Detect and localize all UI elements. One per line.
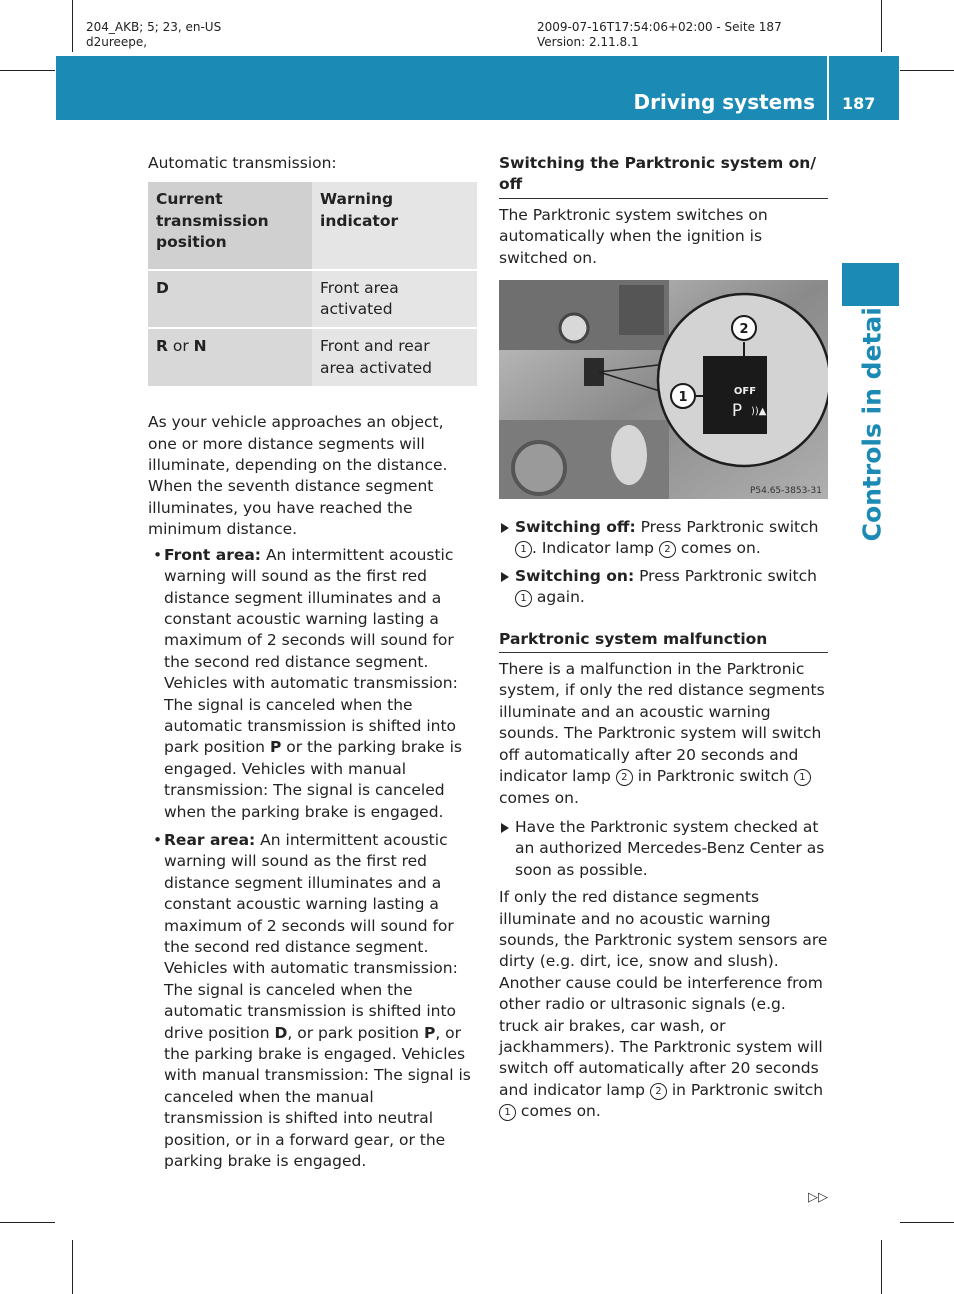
meta-line: 2009-07-16T17:54:06+02:00 - Seite 187 [537, 20, 782, 34]
banner-divider [827, 56, 829, 120]
body-paragraph: The Parktronic system switches on automatically when the ignition is switched on. [499, 205, 768, 267]
body-paragraph: As your vehicle approaches an object, one or more distance segments will illuminate, depending on the distance. When the seventh distance segment illuminates, you have reached the minimum distance. [148, 413, 448, 539]
chapter-title: Controls in detail [857, 298, 887, 542]
table-header-row [148, 182, 477, 268]
crop-mark [0, 1222, 55, 1223]
crop-mark [72, 1240, 73, 1294]
table-row [148, 271, 477, 328]
callout-marker: 2 [659, 541, 676, 558]
print-meta-left [86, 20, 221, 50]
bullet-list [148, 545, 477, 1173]
parktronic-switch-figure [499, 280, 828, 499]
position-cell: D [148, 271, 312, 328]
button-off-label: OFF [733, 386, 757, 398]
list-item: • Front area: An intermittent acoustic warning will sound as the first red distance segment illuminates and a constant acoustic warning lasting a maximum of 2 seconds will sound for the second red distance segment. Vehicles with automatic transmission: The signal is canceled when the automatic transmission is shifted into park position P or the parking brake is engaged. Vehicles with manual transmission: The signal is canceled when the parking brake is engaged. [148, 545, 477, 823]
callout-marker: 1 [515, 541, 532, 558]
callout-marker: 1 [515, 590, 532, 607]
table-row [148, 329, 477, 386]
continued-marker: ▷▷ [808, 1190, 828, 1205]
left-column [148, 153, 477, 1179]
crop-mark [881, 1240, 882, 1294]
sound-waves-icon: ))▲ [751, 406, 767, 418]
section-title: Driving systems [633, 90, 815, 114]
crop-mark [0, 70, 55, 71]
indicator-cell: Front and rear area activated [312, 329, 477, 386]
header-cell: Warning indicator [312, 182, 477, 268]
callout-marker: 2 [616, 769, 633, 786]
crop-mark [900, 1222, 954, 1223]
body-paragraph: If only the red distance segments illuminate and no acoustic warning sounds, the Parktronic system sensors are dirty (e.g. dirt, ice, snow and slush). Another cause could be interference from other radio or ultrasonic signals (e.g. truck air brakes, car wash, or jackhammers). The Parktronic system will switch off automatically after 20 seconds and indicator lamp 2 in Parktronic switch 1 comes on. [499, 888, 828, 1121]
indicator-cell: Front area activated [312, 271, 477, 328]
button-p-label: P [731, 401, 743, 422]
callout-marker: 2 [650, 1083, 667, 1100]
crop-mark [72, 0, 73, 52]
section-heading: Parktronic system malfunction [499, 629, 828, 653]
crop-mark [881, 0, 882, 52]
section-banner [56, 56, 899, 120]
callout-1: 1 [678, 390, 688, 406]
callout-marker: 1 [794, 769, 811, 786]
callout-2: 2 [739, 322, 749, 338]
position-cell: R or N [148, 329, 312, 386]
body-paragraph: There is a malfunction in the Parktronic system, if only the red distance segments illuminate and an acoustic warning sounds. The Parktronic system will switch off automatically after 20 seconds and indicator lamp 2 in Parktronic switch 1 comes on. [499, 660, 825, 807]
instruction-list [499, 517, 828, 609]
meta-line: d2ureepe, [86, 35, 148, 49]
figure-code: P54.65-3853-31 [749, 486, 822, 497]
meta-line: Version: 2.11.8.1 [537, 35, 639, 49]
callout-marker: 1 [499, 1104, 516, 1121]
list-item: Switching off: Press Parktronic switch 1 . Indicator lamp 2 comes on. [499, 517, 828, 560]
crop-mark [900, 70, 954, 71]
page-number: 187 [842, 94, 876, 113]
list-item: Have the Parktronic system checked at an authorized Mercedes-Benz Center as soon as possible. [499, 817, 828, 881]
table-intro: Automatic transmission: [148, 154, 337, 172]
instruction-list [499, 817, 828, 881]
header-cell: Current transmission position [148, 182, 312, 268]
right-column [499, 153, 828, 1123]
list-item: • Rear area: An intermittent acoustic warning will sound as the first red distance segment illuminates and a constant acoustic warning lasting a maximum of 2 seconds will sound for the second red distance segment. Vehicles with automatic transmission: The signal is canceled when the automatic transmission is shifted into drive position D, or park position P, or the parking brake is engaged. Vehicles with manual transmission: The signal is canceled when the manual transmission is shifted into neutral position, or in a forward gear, or the parking brake is engaged. [148, 830, 477, 1173]
transmission-table [148, 182, 477, 386]
meta-line: 204_AKB; 5; 23, en-US [86, 20, 222, 34]
section-heading: Switching the Parktronic system on/ off [499, 153, 828, 199]
print-meta-right [537, 20, 782, 50]
list-item: Switching on: Press Parktronic switch 1 again. [499, 566, 828, 609]
